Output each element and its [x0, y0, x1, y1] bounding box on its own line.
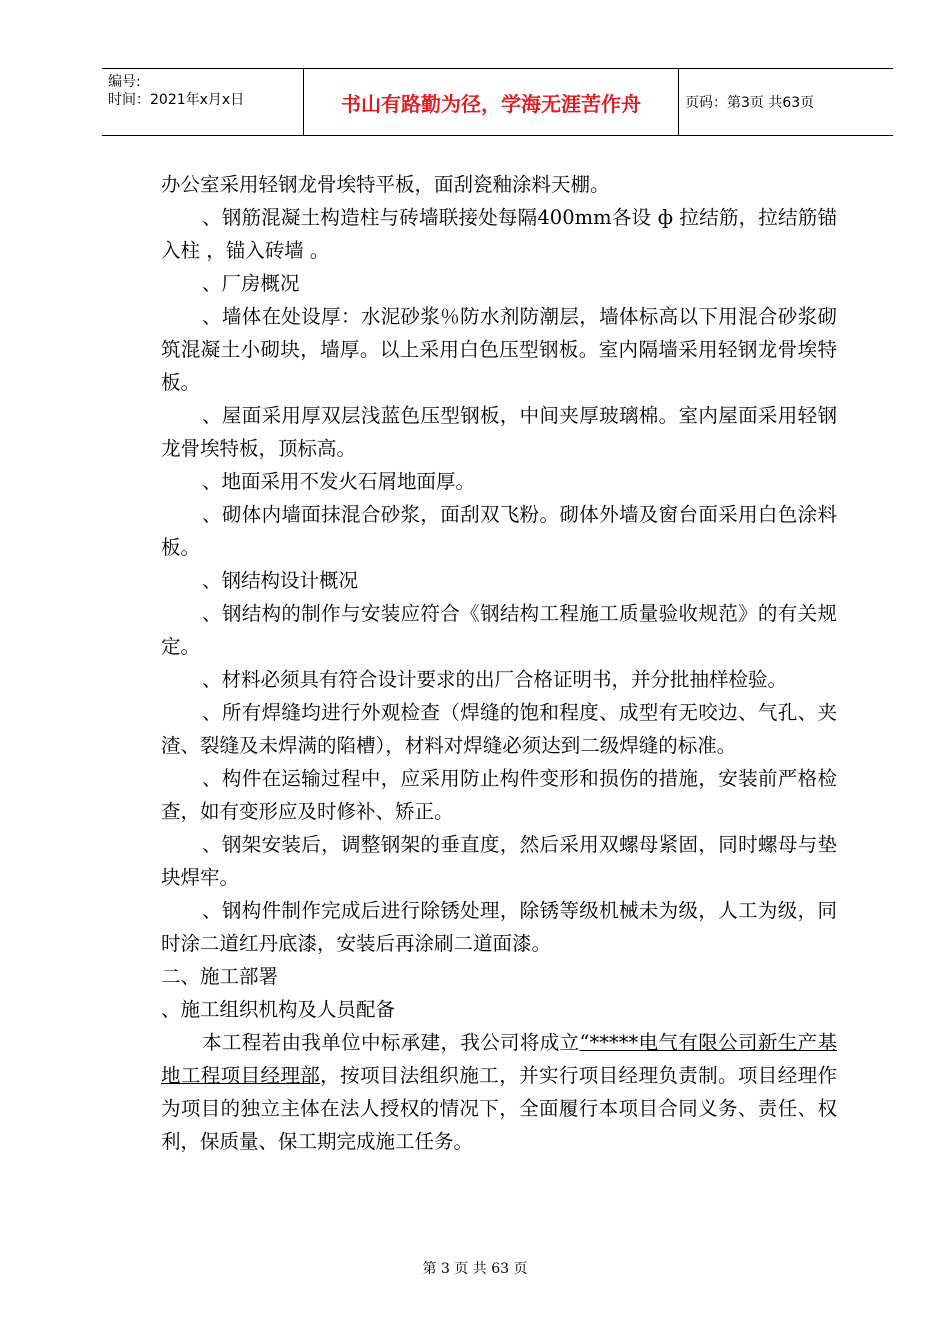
paragraph: 、钢结构设计概况: [202, 569, 359, 592]
paragraph: 、厂房概况: [202, 272, 300, 295]
paragraph: 、地面采用不发火石屑地面厚。: [202, 470, 476, 493]
paragraph: 、钢架安装后，调整钢架的垂直度，然后采用双螺母紧固，同时螺母与垫块焊牢。: [161, 833, 837, 889]
paragraph: 、钢构件制作完成后进行除锈处理，除锈等级机械未为级，人工为级，同时涂二道红丹底漆，安装后再涂刷二道面漆。: [161, 899, 837, 955]
paragraph: 二、施工部署: [161, 965, 279, 988]
serial-label: 编号:: [108, 74, 141, 90]
header-motto: 书山有路勤为径，学海无涯苦作舟: [304, 69, 679, 135]
paragraph: 、屋面采用厚双层浅蓝色压型钢板，中间夹厚玻璃棉。室内屋面采用轻钢龙骨埃特板，顶标高。: [161, 404, 837, 460]
paragraph: 、钢结构的制作与安装应符合《钢结构工程施工质量验收规范》的有关规定。: [161, 602, 837, 658]
paragraph: 、所有焊缝均进行外观检查（焊缝的饱和程度、成型有无咬边、气孔、夹渣、裂缝及未焊满的陷槽），材料对焊缝必须达到二级焊缝的标准。: [161, 701, 837, 757]
paragraph: 、构件在运输过程中，应采用防止构件变形和损伤的措施，安装前严格检查，如有变形应及时修补、矫正。: [161, 767, 837, 823]
page-footer: 第 3 页 共 63 页: [422, 1261, 528, 1277]
paragraph: 、砌体内墙面抹混合砂浆，面刮双飞粉。砌体外墙及窗台面采用白色涂料板。: [161, 503, 837, 559]
header-meta: [102, 69, 304, 135]
project-dept-name: “*****电气有限公司新生产基地工程项目经理部: [161, 1031, 837, 1087]
paragraph: 、材料必须具有符合设计要求的出厂合格证明书，并分批抽样检验。: [202, 668, 788, 691]
paragraph: 、施工组织机构及人员配备: [161, 998, 396, 1021]
last-paragraph-before: 本工程若由我单位中标承建，我公司将成立: [202, 1031, 580, 1054]
last-paragraph-after: ，按项目法组织施工，并实行项目经理负责制。项目经理作为项目的独立主体在法人授权的情况下，全面履行本项目合同义务、责任、权利，保质量、保工期完成施工任务。: [161, 1064, 837, 1153]
paragraph: 、墙体在处设厚：水泥砂浆％防水剂防潮层，墙体标高以下用混合砂浆砌筑混凝土小砌块，墙厚。以上采用白色压型钢板。室内隔墙采用轻钢龙骨埃特板。: [161, 305, 837, 394]
last-paragraph: [161, 1026, 837, 1158]
header-page-number: 页码：第3页 共63页: [685, 95, 815, 111]
page-header: [102, 68, 893, 136]
document-body: [161, 168, 837, 1158]
paragraph: 办公室采用轻钢龙骨埃特平板，面刮瓷釉涂料天棚。: [161, 173, 610, 196]
time-label: 时间：2021年x月x日: [108, 92, 245, 108]
paragraph: 、钢筋混凝土构造柱与砖墙联接处每隔400mm各设 ф 拉结筋，拉结筋锚入柱 ，锚入砖墙 。: [161, 206, 837, 262]
